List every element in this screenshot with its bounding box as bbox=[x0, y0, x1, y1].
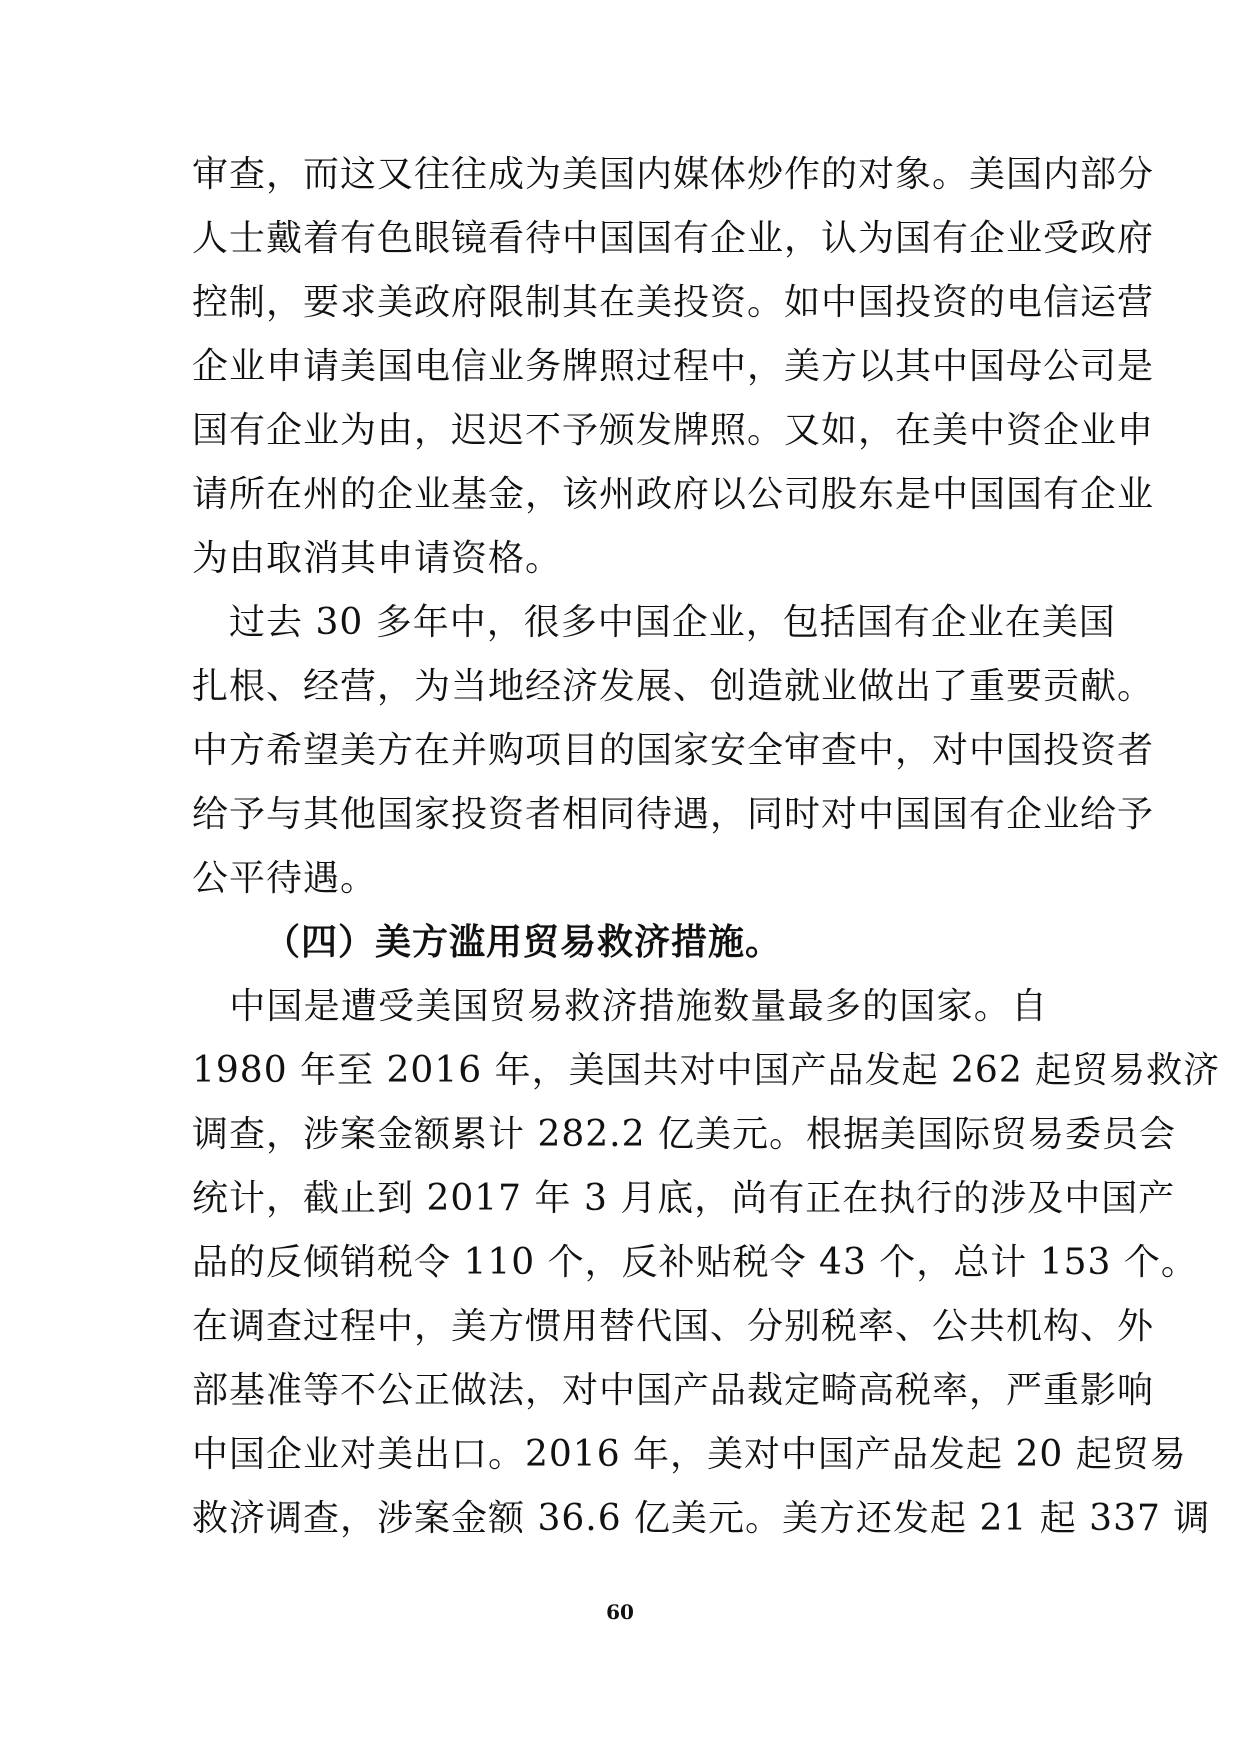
paragraph-3-line-9: 救济调查，涉案金额 36.6 亿美元。美方还发起 21 起 337 调 bbox=[192, 1498, 1211, 1539]
paragraph-1-line-7: 为由取消其申请资格。 bbox=[192, 538, 563, 579]
paragraph-1-line-6: 请所在州的企业基金，该州政府以公司股东是中国国有企业 bbox=[192, 474, 1155, 515]
paragraph-3-line-6: 在调查过程中，美方惯用替代国、分别税率、公共机构、外 bbox=[192, 1306, 1155, 1347]
paragraph-3-line-2: 1980 年至 2016 年，美国共对中国产品发起 262 起贸易救济 bbox=[192, 1050, 1221, 1091]
paragraph-3-line-7: 部基准等不公正做法，对中国产品裁定畸高税率，严重影响 bbox=[192, 1370, 1155, 1411]
paragraph-2-line-3: 中方希望美方在并购项目的国家安全审查中，对中国投资者 bbox=[192, 730, 1155, 771]
paragraph-3-line-1: 中国是遭受美国贸易救济措施数量最多的国家。自 bbox=[192, 986, 1048, 1027]
paragraph-3-line-3: 调查，涉案金额累计 282.2 亿美元。根据美国际贸易委员会 bbox=[192, 1114, 1176, 1155]
paragraph-1-line-1: 审查，而这又往往成为美国内媒体炒作的对象。美国内部分 bbox=[192, 154, 1155, 195]
paragraph-1-line-3: 控制，要求美政府限制其在美投资。如中国投资的电信运营 bbox=[192, 282, 1155, 323]
paragraph-1-line-5: 国有企业为由，迟迟不予颁发牌照。又如，在美中资企业申 bbox=[192, 410, 1155, 451]
paragraph-2-line-4: 给予与其他国家投资者相同待遇，同时对中国国有企业给予 bbox=[192, 794, 1155, 835]
paragraph-3-line-4: 统计，截止到 2017 年 3 月底，尚有正在执行的涉及中国产 bbox=[192, 1178, 1176, 1219]
page-number: 60 bbox=[606, 1600, 634, 1624]
paragraph-2-line-5: 公平待遇。 bbox=[192, 858, 378, 899]
paragraph-2-line-1: 过去 30 多年中，很多中国企业，包括国有企业在美国 bbox=[192, 602, 1116, 643]
paragraph-1-line-2: 人士戴着有色眼镜看待中国国有企业，认为国有企业受政府 bbox=[192, 218, 1155, 259]
section-heading: （四）美方滥用贸易救济措施。 bbox=[264, 922, 783, 963]
paragraph-3-line-5: 品的反倾销税令 110 个，反补贴税令 43 个，总计 153 个。 bbox=[192, 1242, 1198, 1283]
paragraph-1-line-4: 企业申请美国电信业务牌照过程中，美方以其中国母公司是 bbox=[192, 346, 1155, 387]
paragraph-2-line-2: 扎根、经营，为当地经济发展、创造就业做出了重要贡献。 bbox=[192, 666, 1155, 707]
paragraph-3-line-8: 中国企业对美出口。2016 年，美对中国产品发起 20 起贸易 bbox=[192, 1434, 1187, 1475]
